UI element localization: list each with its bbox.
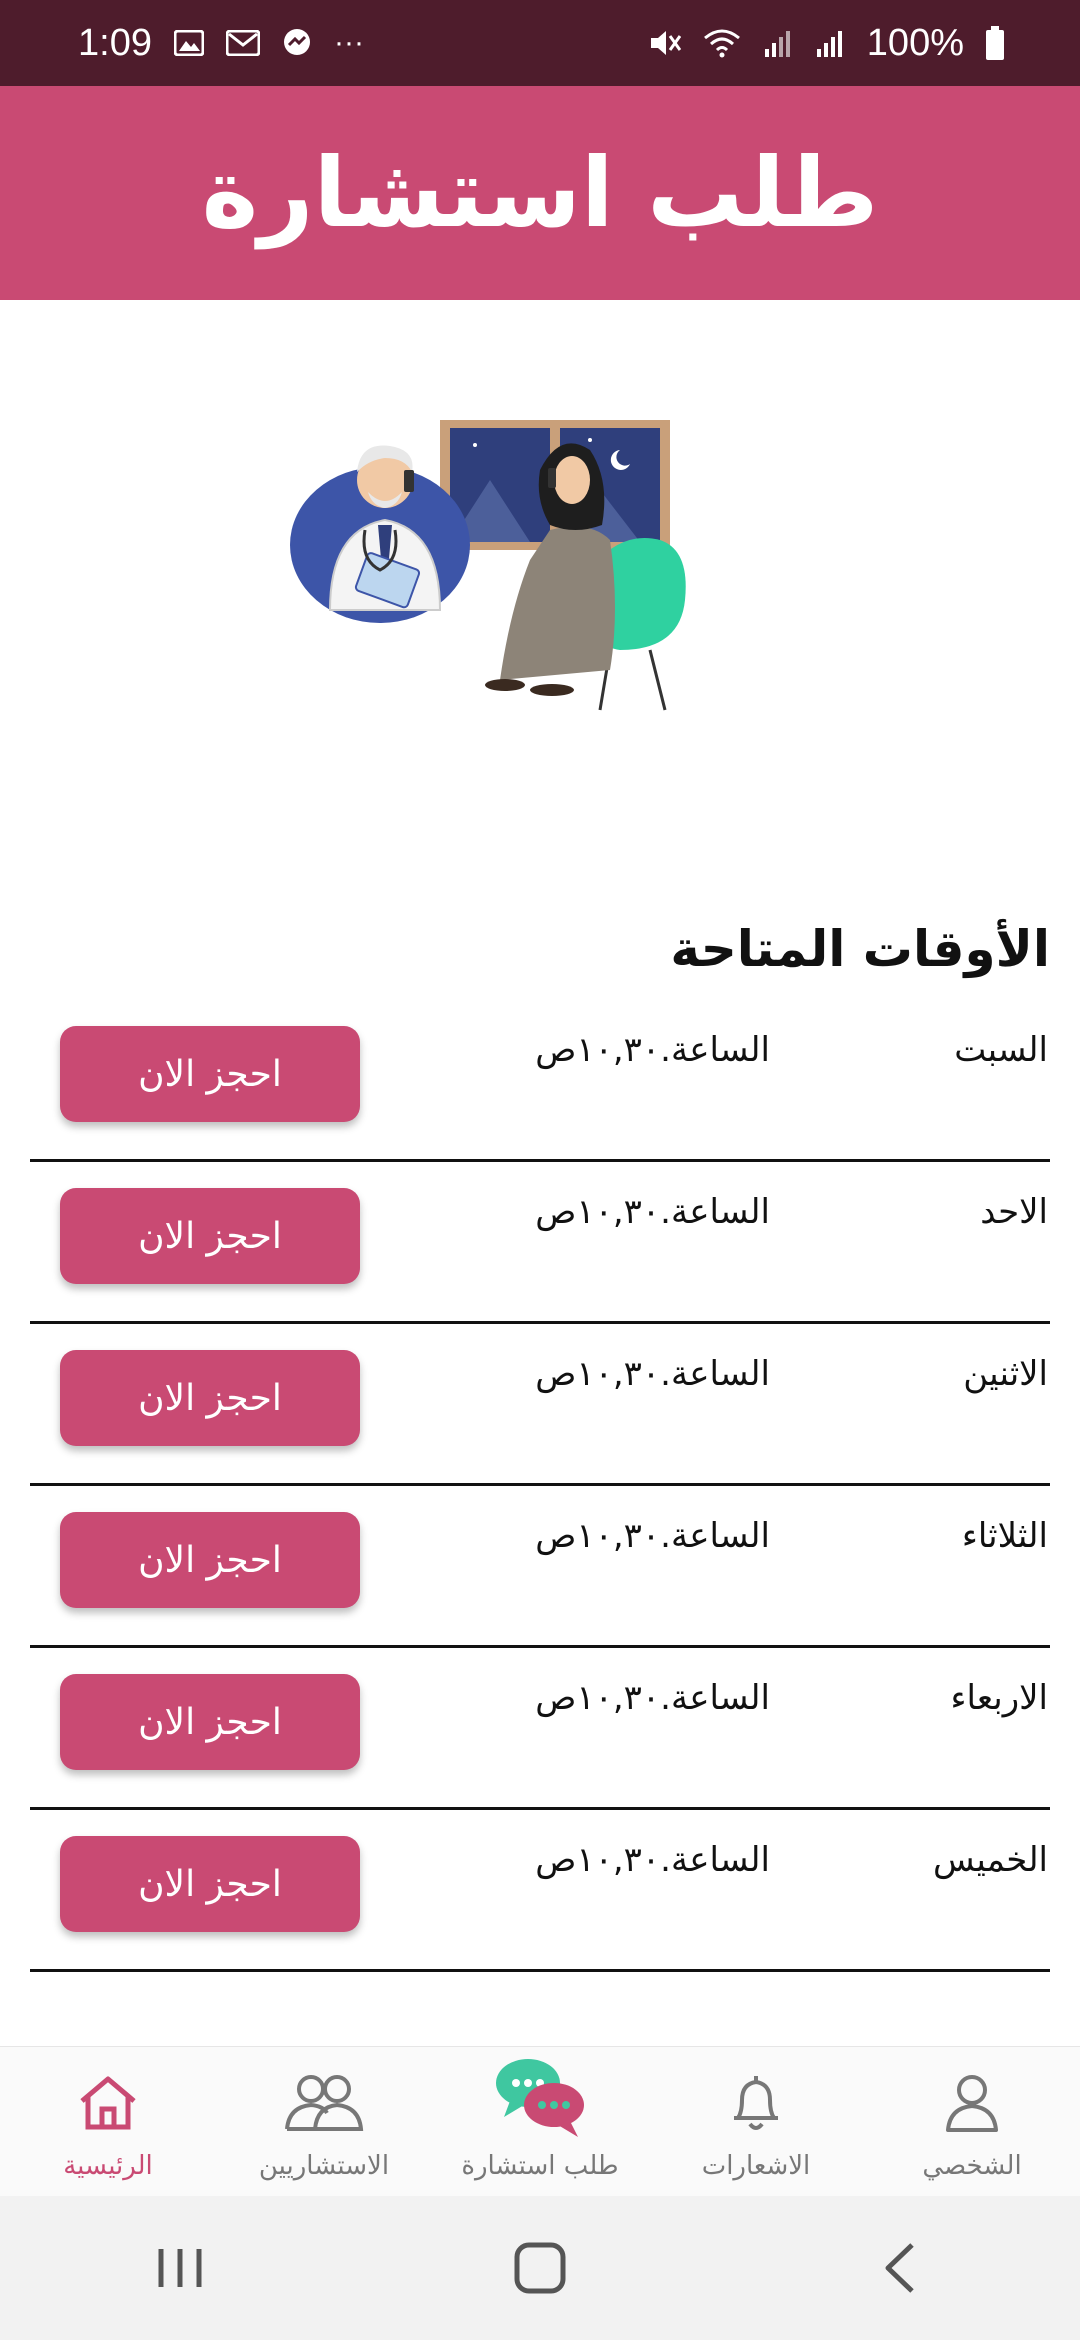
nav-item-request-consultation[interactable] xyxy=(432,2047,648,2197)
slot-day: الاربعاء xyxy=(950,1678,1048,1718)
recent-apps-icon xyxy=(155,2245,205,2291)
home-square-icon xyxy=(513,2241,567,2295)
slot-time: الساعة.١٠,٣٠ص xyxy=(535,1678,770,1718)
nav-label: الاشعارات xyxy=(701,2151,811,2181)
doctor-patient-phone-illustration xyxy=(290,410,830,770)
slot-day: الثلاثاء xyxy=(961,1516,1048,1556)
consultation-illustration xyxy=(290,410,830,770)
status-left xyxy=(78,22,364,65)
nav-label: الشخصي xyxy=(922,2151,1022,2181)
nav-label: الاستشاريين xyxy=(258,2151,390,2181)
bell-icon xyxy=(728,2065,784,2141)
nav-item-profile[interactable] xyxy=(864,2047,1080,2197)
book-now-button[interactable]: احجز الان xyxy=(60,1836,360,1932)
slot-row xyxy=(30,1810,1050,1972)
system-nav-bar xyxy=(0,2196,1080,2340)
slot-day: الخميس xyxy=(932,1840,1048,1880)
book-now-button[interactable]: احجز الان xyxy=(60,1674,360,1770)
battery-icon xyxy=(986,26,1004,60)
signal-icon-2 xyxy=(815,29,845,57)
people-icon xyxy=(283,2065,365,2141)
home-system-button[interactable] xyxy=(480,2218,600,2318)
back-chevron-icon xyxy=(882,2241,918,2295)
slot-day: السبت xyxy=(954,1030,1048,1070)
slot-day: الاثنين xyxy=(963,1354,1048,1394)
chat-bubbles-icon xyxy=(492,2065,588,2141)
nav-item-home[interactable] xyxy=(0,2047,216,2197)
battery-percent: 100% xyxy=(866,21,964,64)
app-header xyxy=(0,86,1080,300)
slot-time: الساعة.١٠,٣٠ص xyxy=(535,1840,770,1880)
mute-icon xyxy=(649,28,681,58)
page-title: طلب استشارة xyxy=(201,137,879,249)
wifi-icon xyxy=(703,28,741,58)
slot-time: الساعة.١٠,٣٠ص xyxy=(535,1192,770,1232)
signal-icon xyxy=(763,29,793,57)
book-now-button[interactable]: احجز الان xyxy=(60,1512,360,1608)
person-icon xyxy=(944,2065,1000,2141)
more-notifications-icon: ··· xyxy=(333,26,364,59)
status-bar xyxy=(0,0,1080,86)
nav-label: طلب استشارة xyxy=(461,2151,619,2181)
mail-icon xyxy=(226,30,260,56)
slot-row xyxy=(30,1000,1050,1162)
home-icon xyxy=(76,2065,140,2141)
slot-time: الساعة.١٠,٣٠ص xyxy=(535,1030,770,1070)
messenger-icon xyxy=(282,28,312,58)
book-now-button[interactable]: احجز الان xyxy=(60,1350,360,1446)
slot-row xyxy=(30,1162,1050,1324)
book-now-button[interactable]: احجز الان xyxy=(60,1188,360,1284)
slot-row xyxy=(30,1648,1050,1810)
slots-list xyxy=(30,1000,1050,1972)
slot-row xyxy=(30,1486,1050,1648)
slot-row xyxy=(30,1324,1050,1486)
gallery-icon xyxy=(174,30,204,56)
slot-day: الاحد xyxy=(980,1192,1048,1232)
recent-apps-button[interactable] xyxy=(120,2218,240,2318)
bottom-nav xyxy=(0,2046,1080,2197)
available-times-title: الأوقات المتاحة xyxy=(670,920,1050,978)
back-button[interactable] xyxy=(840,2218,960,2318)
nav-item-consultants[interactable] xyxy=(216,2047,432,2197)
book-now-button[interactable]: احجز الان xyxy=(60,1026,360,1122)
status-time: 1:09 xyxy=(78,21,152,64)
slot-time: الساعة.١٠,٣٠ص xyxy=(535,1516,770,1556)
nav-label: الرئيسية xyxy=(63,2151,153,2181)
nav-item-notifications[interactable] xyxy=(648,2047,864,2197)
status-right xyxy=(649,22,1004,65)
slot-time: الساعة.١٠,٣٠ص xyxy=(535,1354,770,1394)
